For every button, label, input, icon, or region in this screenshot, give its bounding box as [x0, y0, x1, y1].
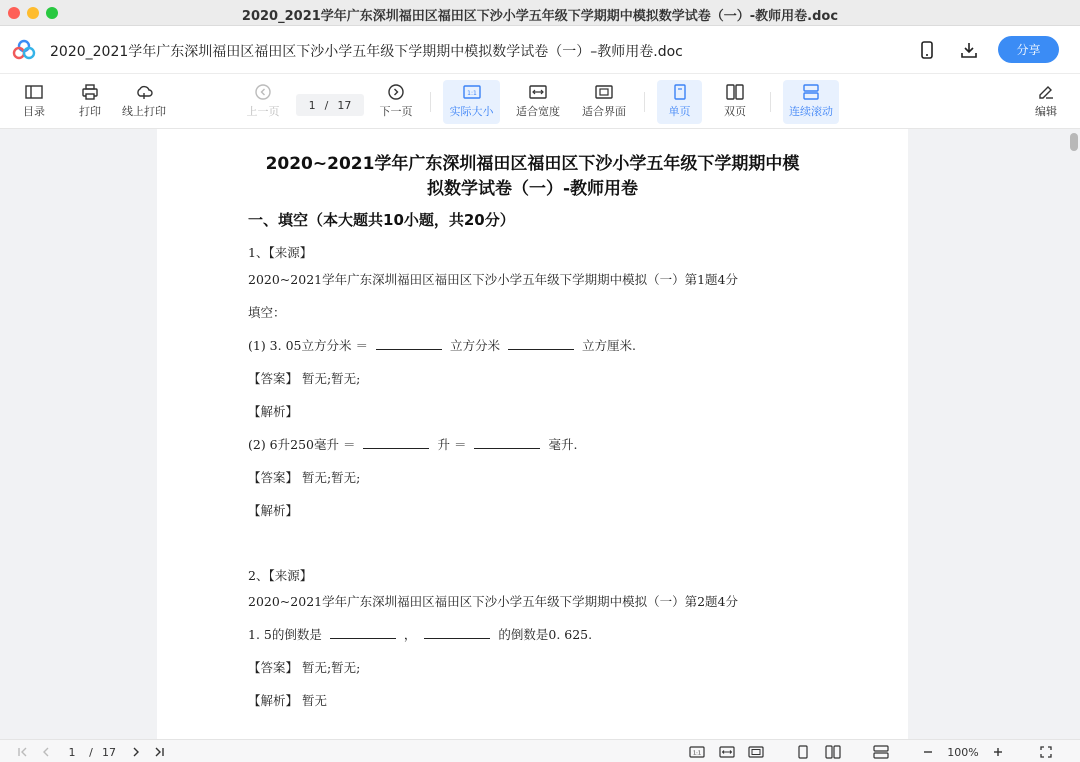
double-page-icon[interactable] — [824, 744, 842, 760]
fit-screen-button[interactable] — [579, 80, 629, 124]
prev-page-label: 上一页 — [246, 105, 280, 118]
status-total-pages: 17 — [102, 745, 116, 759]
first-page-icon[interactable] — [15, 744, 31, 760]
fit-width-label: 适合宽度 — [516, 105, 560, 118]
question-intro: 填空： — [248, 305, 286, 320]
answer-text: 【答案】 暂无;暂无; — [248, 371, 361, 386]
fit-width-icon[interactable] — [718, 744, 736, 760]
app-logo-icon — [12, 38, 36, 62]
status-page-separator: / — [89, 745, 93, 759]
question-part — [248, 336, 636, 354]
zoom-level[interactable]: 100% — [947, 745, 979, 759]
next-page-icon[interactable] — [128, 744, 144, 760]
download-icon[interactable] — [957, 38, 981, 62]
next-page-button[interactable] — [378, 80, 414, 124]
fit-width-icon — [529, 84, 547, 100]
print-label: 打印 — [79, 105, 101, 118]
answer-blank[interactable] — [474, 437, 540, 449]
continuous-scroll-button[interactable] — [783, 80, 839, 124]
actual-size-icon[interactable] — [688, 744, 706, 760]
app-header — [0, 26, 1080, 74]
svg-text:1:1: 1:1 — [466, 90, 477, 97]
single-page-icon — [672, 84, 688, 100]
actual-size-button[interactable] — [443, 80, 500, 124]
window-titlebar — [0, 0, 1080, 26]
zoom-out-icon[interactable] — [920, 744, 936, 760]
toc-icon — [25, 84, 43, 100]
answer-blank[interactable] — [376, 338, 442, 350]
chevron-left-circle-icon — [255, 84, 271, 100]
fit-screen-icon[interactable] — [747, 744, 765, 760]
fit-screen-label: 适合界面 — [582, 105, 626, 118]
doc-title-line1: 2020~2021学年广东深圳福田区福田区下沙小学五年级下学期期中模 — [265, 154, 800, 174]
next-page-label: 下一页 — [379, 105, 413, 118]
fit-width-button[interactable] — [513, 80, 563, 124]
question-text: 的倒数是0. 625. — [498, 627, 593, 642]
double-page-button[interactable] — [713, 80, 757, 124]
document-page — [157, 129, 908, 739]
question-source: 2020~2021学年广东深圳福田区福田区下沙小学五年级下学期期中模拟（一）第1题4分 — [248, 272, 739, 287]
share-button[interactable]: 分享 — [998, 36, 1059, 63]
online-print-label: 线上打印 — [122, 105, 166, 118]
question-text: 升 ＝ — [437, 437, 467, 452]
vertical-scrollbar[interactable] — [1070, 133, 1078, 151]
document-title: 2020_2021学年广东深圳福田区福田区下沙小学五年级下学期期中模拟数学试卷（一）–教师用卷.doc — [50, 44, 683, 60]
print-button[interactable] — [72, 80, 108, 124]
last-page-icon[interactable] — [151, 744, 167, 760]
cloud-print-icon — [135, 84, 153, 100]
section-heading: 一、填空（本大题共10小题，共20分） — [248, 211, 515, 229]
status-bar — [0, 739, 1080, 762]
actual-size-label: 实际大小 — [449, 105, 494, 118]
doc-title-line2: 拟数学试卷（一）-教师用卷 — [426, 179, 639, 199]
toc-button[interactable] — [16, 80, 52, 124]
answer-blank[interactable] — [330, 627, 396, 639]
answer-blank[interactable] — [363, 437, 429, 449]
toolbar-divider — [644, 92, 645, 112]
double-page-icon — [726, 84, 744, 100]
analysis-text: 【解析】 — [248, 404, 299, 419]
edit-label: 编辑 — [1035, 105, 1057, 118]
chevron-right-circle-icon — [388, 84, 404, 100]
question-text: 毫升. — [548, 437, 578, 452]
question-text: ， — [403, 627, 417, 642]
answer-blank[interactable] — [508, 338, 574, 350]
continuous-scroll-icon[interactable] — [872, 744, 890, 760]
current-page: 1 — [308, 98, 316, 112]
status-current-page[interactable]: 1 — [68, 745, 76, 759]
page-number-input[interactable] — [296, 94, 364, 116]
single-page-button[interactable] — [657, 80, 702, 124]
fullscreen-icon[interactable] — [1038, 744, 1054, 760]
actual-size-icon — [463, 84, 481, 100]
document-viewer[interactable] — [0, 129, 1080, 739]
question-text: (1) 3. 05立方分米 ＝ — [248, 338, 368, 353]
analysis-text: 【解析】 暂无 — [248, 693, 327, 708]
analysis-text: 【解析】 — [248, 503, 299, 518]
question-part — [248, 625, 592, 643]
single-page-label: 单页 — [668, 105, 691, 118]
toolbar — [0, 74, 1080, 129]
mobile-view-icon[interactable] — [915, 38, 939, 62]
page-separator: / — [324, 98, 329, 112]
answer-text: 【答案】 暂无;暂无; — [248, 470, 361, 485]
prev-page-button[interactable] — [245, 80, 281, 124]
svg-text:1:1: 1:1 — [692, 750, 702, 757]
printer-icon — [81, 84, 99, 100]
question-part — [248, 435, 577, 453]
fit-screen-icon — [595, 84, 613, 100]
window-title: 2020_2021学年广东深圳福田区福田区下沙小学五年级下学期期中模拟数学试卷（一）-教师用卷.doc — [241, 9, 839, 24]
answer-text: 【答案】 暂无;暂无; — [248, 660, 361, 675]
question-source: 2020~2021学年广东深圳福田区福田区下沙小学五年级下学期期中模拟（一）第2题4分 — [248, 594, 739, 609]
continuous-scroll-label: 连续滚动 — [789, 105, 833, 118]
online-print-button[interactable] — [118, 80, 170, 124]
edit-pencil-icon — [1037, 84, 1055, 100]
question-text: (2) 6升250毫升 ＝ — [248, 437, 356, 452]
question-text: 立方分米 — [449, 338, 500, 353]
continuous-scroll-icon — [802, 84, 820, 100]
double-page-label: 双页 — [724, 105, 746, 118]
question-source-label: 1、【来源】 — [248, 245, 313, 260]
answer-blank[interactable] — [424, 627, 490, 639]
zoom-in-icon[interactable] — [990, 744, 1006, 760]
total-pages: 17 — [337, 98, 352, 112]
toolbar-divider — [430, 92, 431, 112]
question-source-label: 2、【来源】 — [248, 568, 313, 583]
question-text: 立方厘米. — [581, 338, 636, 353]
edit-button[interactable] — [1028, 80, 1064, 124]
single-page-icon[interactable] — [795, 744, 811, 760]
question-text: 1. 5的倒数是 — [248, 627, 322, 642]
prev-page-icon[interactable] — [38, 744, 54, 760]
toolbar-divider — [770, 92, 771, 112]
toc-label: 目录 — [23, 105, 45, 118]
